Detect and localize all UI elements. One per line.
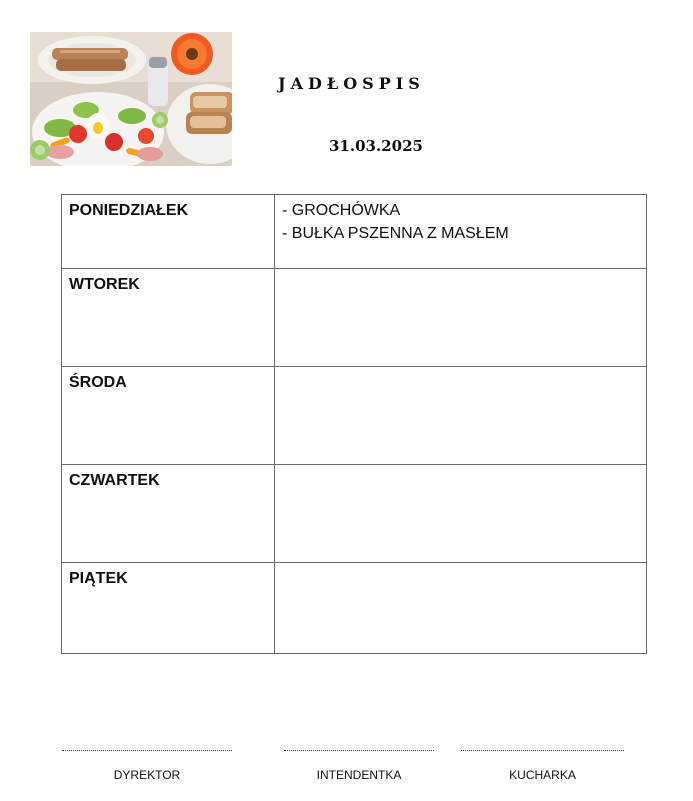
table-row	[62, 195, 647, 269]
food-photo	[30, 32, 232, 166]
meals-cell	[275, 195, 647, 269]
food-photo-illustration	[30, 32, 232, 166]
signature-steward	[284, 750, 434, 790]
signature-line	[461, 750, 624, 751]
signature-line	[62, 750, 232, 751]
signature-label: DYREKTOR	[113, 768, 181, 782]
table-row	[62, 563, 647, 654]
meals-cell	[275, 269, 647, 367]
table-row	[62, 269, 647, 367]
day-cell: ŚRODA	[62, 367, 275, 465]
meals-cell	[275, 465, 647, 563]
meal-item: - GROCHÓWKA	[282, 202, 401, 219]
signature-line	[284, 750, 434, 751]
meals-cell	[275, 367, 647, 465]
signature-label: INTENDENTKA	[316, 768, 402, 782]
day-cell: WTOREK	[62, 269, 275, 367]
page-title: JADŁOSPIS	[278, 74, 425, 93]
day-cell: CZWARTEK	[62, 465, 275, 563]
signature-director	[62, 750, 232, 790]
menu-date: 31.03.2025	[329, 137, 423, 155]
signature-label: KUCHARKA	[509, 768, 576, 782]
meal-item: - BUŁKA PSZENNA Z MASŁEM	[282, 225, 509, 242]
meals-cell	[275, 563, 647, 654]
day-cell: PIĄTEK	[62, 563, 275, 654]
table-row	[62, 367, 647, 465]
table-row	[62, 465, 647, 563]
day-cell: PONIEDZIAŁEK	[62, 195, 275, 269]
signature-cook	[461, 750, 624, 790]
weekly-menu-table	[61, 194, 647, 654]
